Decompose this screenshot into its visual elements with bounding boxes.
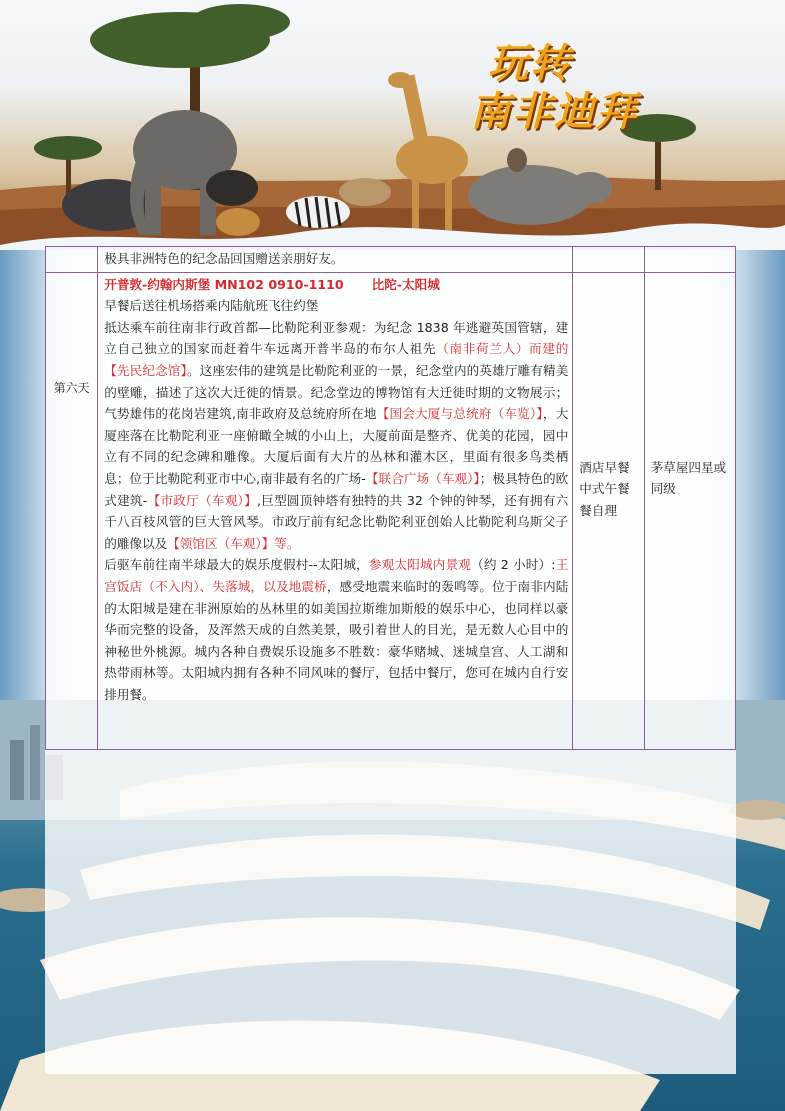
banner-title-line1: 玩转 bbox=[488, 41, 572, 87]
highlight-city-hall: 【市政厅（车观）】 bbox=[147, 492, 257, 508]
highlight-voortrekker: 【先民纪念馆】 bbox=[104, 362, 187, 378]
hotel-text: 茅草屋四星或同级 bbox=[650, 459, 727, 497]
meals-cell-empty bbox=[573, 247, 644, 273]
table-row-day6 bbox=[46, 272, 736, 749]
highlight-sun-city-tour: 参观太阳城内景观 bbox=[368, 557, 472, 573]
day-cell bbox=[46, 272, 98, 749]
breakfast-line: 早餐后送往机场搭乘内陆航班飞往约堡 bbox=[104, 298, 319, 314]
banner-title-line2: 南非迪拜 bbox=[470, 89, 638, 135]
zebra bbox=[286, 196, 350, 228]
header-route: 开普敦-约翰内斯堡 bbox=[104, 276, 211, 292]
table-row-previous bbox=[46, 247, 736, 273]
baboon bbox=[507, 148, 527, 172]
highlight-union-buildings: 【国会大厦与总统府（车览）】 bbox=[376, 406, 543, 422]
itinerary-text bbox=[98, 273, 572, 708]
itinerary-table bbox=[45, 246, 736, 750]
banner-title bbox=[470, 40, 700, 136]
header-flight: MN102 0910-1110 bbox=[214, 276, 344, 292]
header-destination: 比陀-太阳城 bbox=[371, 276, 440, 292]
itinerary-cell bbox=[98, 247, 573, 273]
itinerary-cell bbox=[98, 272, 573, 749]
banner bbox=[0, 0, 785, 250]
lion bbox=[216, 208, 260, 236]
prev-row-text: 极具非洲特色的纪念品回国赠送亲朋好友。 bbox=[104, 251, 344, 266]
hotel-cell bbox=[644, 272, 735, 749]
paragraph-pretoria: 抵达乘车前往南非行政首都—比勒陀利亚参观：为纪念 1838 年逃避英国管辖，建立自己独立的国家而赶着牛车远离开普半岛的布尔人祖先（南非荷兰人）而建的【先民纪念馆】。这座宏伟的建筑是比勒陀利亚的一景，纪念堂内的英雄厅雕有精美的壁雕，描述了这次大迁徙的情景。纪念堂边的博物馆有大迁徙时期的文物展示；气势雄伟的花岗岩建筑,南非政府及总统府所在地【国会大厦与总统府（车览）】，大厦座落在比勒陀利亚一座俯瞰全城的小山上，大厦前面是整齐、优美的花园，园中立有不同的纪念碑和雕像。大厦后面有大片的丛林和灌木区，里面有很多鸟类栖息；位于比勒陀利亚市中心,南非最有名的广场-【联合广场（车观）】；极具特色的欧式建筑-【市政厅（车观）】,巨型圆顶钟塔有独特的共 32 个钟的钟琴，还有拥有六千八百枝风管的巨大管风琴。市政厅前有纪念比勒陀利亚创始人比勒陀利乌斯父子的雕像以及【领馆区（车观）】等。 bbox=[104, 319, 569, 551]
day-cell-empty bbox=[46, 247, 98, 273]
meals-cell bbox=[573, 272, 644, 749]
highlight-palace-lost-city: 王宫饭店（不入内）、失落城，以及地震桥 bbox=[104, 557, 569, 594]
antelope bbox=[339, 178, 391, 206]
day-label: 第六天 bbox=[53, 380, 90, 395]
highlight-church-square: 【联合广场（车观）】 bbox=[365, 470, 480, 486]
highlight-embassy-district: 【领馆区（车观）】等。 bbox=[167, 535, 300, 551]
buffalo bbox=[206, 170, 258, 206]
hotel-cell-empty bbox=[644, 247, 735, 273]
paragraph-sun-city: 后驱车前往南半球最大的娱乐度假村--太阳城，参观太阳城内景观（约 2 小时）:王宫饭店（不入内）、失落城，以及地震桥，感受地震来临时的轰鸣等。位于南非内陆的太阳城是建在非洲原始的丛林里的如美国拉斯维加斯般的娱乐中心，也同样以豪华而完整的设备，及浑然天成的自然美景，吸引着世人的目光，是无数人心目中的神秘世外桃源。城内各种自费娱乐设施多不胜数：豪华赌城、迷城皇宫、人工湖和热带雨林等。太阳城内拥有各种不同风味的餐厅，包括中餐厅，您可在城内自行安排用餐。 bbox=[104, 557, 569, 702]
day-header bbox=[104, 274, 568, 296]
meals-text: 酒店早餐中式午餐餐自理 bbox=[579, 459, 630, 518]
